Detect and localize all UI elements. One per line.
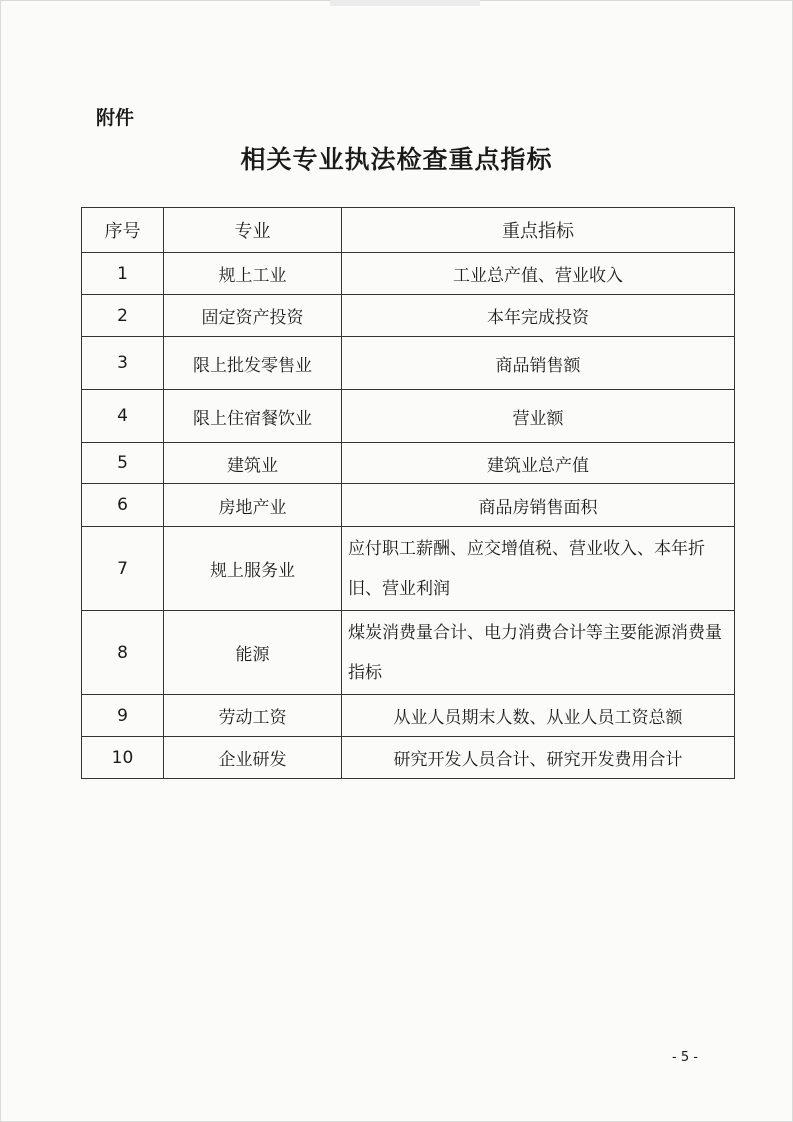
header-no: 序号 <box>82 208 164 253</box>
attachment-label: 附件 <box>96 107 135 129</box>
row-major: 规上工业 <box>164 253 342 295</box>
row-major: 能源 <box>164 611 342 695</box>
row-major: 固定资产投资 <box>164 295 342 337</box>
row-indicators: 煤炭消费量合计、电力消费合计等主要能源消费量指标 <box>342 611 735 695</box>
row-major: 限上住宿餐饮业 <box>164 390 342 443</box>
table-row <box>82 337 735 390</box>
row-no: 1 <box>82 253 164 295</box>
indicator-table <box>81 207 735 779</box>
row-indicators: 本年完成投资 <box>342 295 735 337</box>
document-title: 相关专业执法检查重点指标 <box>240 145 553 174</box>
scan-mark <box>330 0 480 6</box>
row-no: 6 <box>82 484 164 527</box>
table-row <box>82 737 735 779</box>
table-row <box>82 527 735 611</box>
row-major: 劳动工资 <box>164 695 342 737</box>
table-row <box>82 390 735 443</box>
table-row <box>82 611 735 695</box>
row-no: 5 <box>82 443 164 484</box>
table-row <box>82 484 735 527</box>
row-no: 9 <box>82 695 164 737</box>
row-indicators: 建筑业总产值 <box>342 443 735 484</box>
row-no: 10 <box>82 737 164 779</box>
row-no: 3 <box>82 337 164 390</box>
table-row <box>82 253 735 295</box>
row-major: 规上服务业 <box>164 527 342 611</box>
row-indicators: 商品销售额 <box>342 337 735 390</box>
row-no: 7 <box>82 527 164 611</box>
row-indicators: 工业总产值、营业收入 <box>342 253 735 295</box>
row-major: 企业研发 <box>164 737 342 779</box>
header-major: 专业 <box>164 208 342 253</box>
table-row <box>82 695 735 737</box>
table-row <box>82 295 735 337</box>
row-indicators: 研究开发人员合计、研究开发费用合计 <box>342 737 735 779</box>
row-major: 限上批发零售业 <box>164 337 342 390</box>
table-row <box>82 443 735 484</box>
row-no: 4 <box>82 390 164 443</box>
row-major: 房地产业 <box>164 484 342 527</box>
page-number: - 5 - <box>672 1050 698 1065</box>
row-indicators: 从业人员期末人数、从业人员工资总额 <box>342 695 735 737</box>
row-indicators: 应付职工薪酬、应交增值税、营业收入、本年折旧、营业利润 <box>342 527 735 611</box>
table-header-row <box>82 208 735 253</box>
row-no: 8 <box>82 611 164 695</box>
row-indicators: 商品房销售面积 <box>342 484 735 527</box>
row-major: 建筑业 <box>164 443 342 484</box>
row-no: 2 <box>82 295 164 337</box>
row-indicators: 营业额 <box>342 390 735 443</box>
header-indicators: 重点指标 <box>342 208 735 253</box>
